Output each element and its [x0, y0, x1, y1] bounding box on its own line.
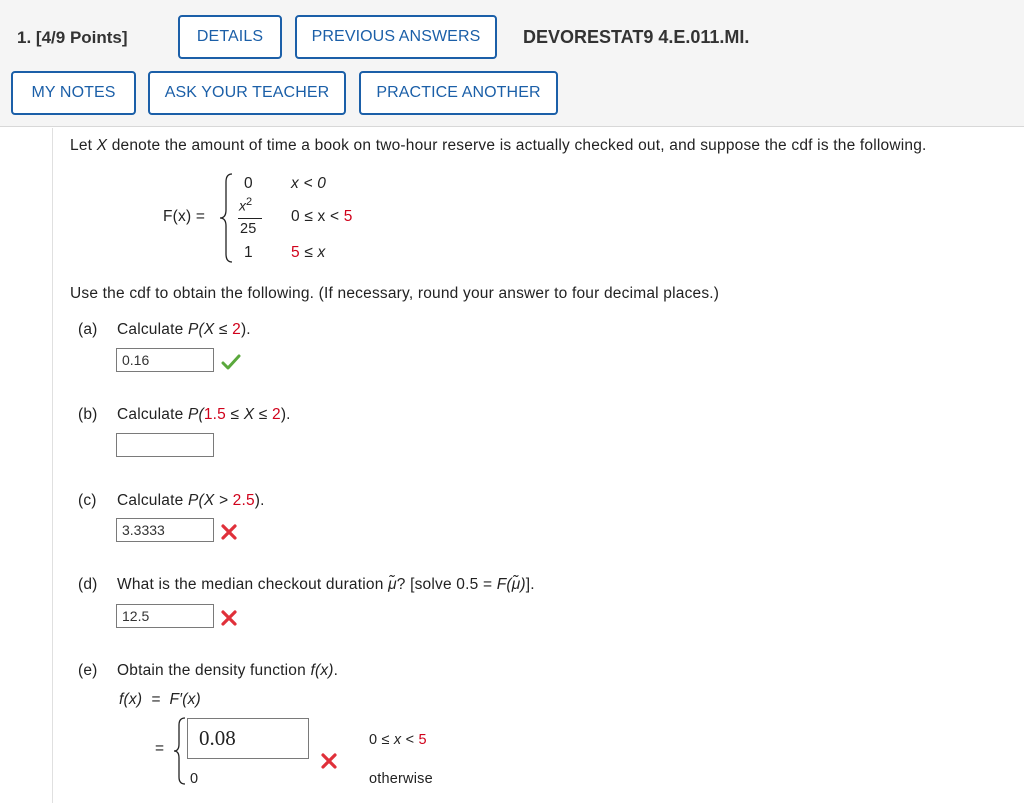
- cdf-brace: [218, 172, 238, 264]
- cdf-case2-condition: 0 ≤ x < 5: [291, 208, 353, 225]
- part-d-question: What is the median checkout duration μ̃? [solve 0.5 = F(μ̃)].: [117, 576, 535, 593]
- part-c-question: Calculate P(X > 2.5).: [117, 492, 265, 509]
- problem-content: [52, 128, 1024, 803]
- question-header: [0, 0, 1024, 127]
- cdf-case2-numerator: $x^2$: [239, 196, 253, 214]
- details-button[interactable]: DETAILS: [178, 15, 282, 59]
- cdf-case1-condition: x < 0: [291, 175, 327, 192]
- checkmark-icon: [221, 354, 241, 370]
- x-mark-icon: [221, 524, 237, 540]
- density-case2-condition: otherwise: [369, 771, 433, 787]
- part-c-answer-input[interactable]: 3.3333: [116, 518, 214, 542]
- part-a-answer-input[interactable]: 0.16: [116, 348, 214, 372]
- instruction-text: Use the cdf to obtain the following. (If necessary, round your answer to four decimal places.): [70, 285, 720, 302]
- cdf-case3-value: 1: [244, 244, 253, 261]
- density-equals: =: [155, 740, 165, 757]
- part-e-density-input[interactable]: 0.08: [187, 718, 309, 759]
- cdf-case3-condition: 5 ≤ x: [291, 244, 326, 261]
- ask-your-teacher-button[interactable]: ASK YOUR TEACHER: [148, 71, 346, 115]
- cdf-case1-value: 0: [244, 175, 253, 192]
- previous-answers-button[interactable]: PREVIOUS ANSWERS: [295, 15, 497, 59]
- part-a-label: (a): [78, 321, 98, 338]
- problem-intro: Let X denote the amount of time a book on two-hour reserve is actually checked out, and suppose the cdf is the following.: [70, 137, 927, 154]
- x-mark-icon: [321, 753, 337, 769]
- part-a-question: Calculate P(X ≤ 2).: [117, 321, 251, 338]
- density-case2-value: 0: [190, 771, 199, 787]
- question-number: 1. [4/9 Points]: [17, 28, 128, 47]
- derivative-line: f(x) = F′(x): [119, 691, 201, 708]
- part-b-question: Calculate P(1.5 ≤ X ≤ 2).: [117, 406, 291, 423]
- problem-code: DEVORESTAT9 4.E.011.MI.: [523, 27, 750, 47]
- part-d-label: (d): [78, 576, 98, 593]
- part-d-answer-input[interactable]: 12.5: [116, 604, 214, 628]
- part-b-label: (b): [78, 406, 98, 423]
- cdf-fraction-bar: [238, 218, 262, 219]
- part-e-label: (e): [78, 662, 98, 679]
- density-case1-condition: 0 ≤ x < 5: [369, 732, 427, 748]
- part-b-answer-input[interactable]: [116, 433, 214, 457]
- part-e-question: Obtain the density function f(x).: [117, 662, 339, 679]
- part-c-label: (c): [78, 492, 97, 509]
- my-notes-button[interactable]: MY NOTES: [11, 71, 136, 115]
- cdf-case2-denominator: 25: [240, 221, 257, 237]
- cdf-label: F(x) =: [163, 208, 206, 225]
- practice-another-button[interactable]: PRACTICE ANOTHER: [359, 71, 558, 115]
- x-mark-icon: [221, 610, 237, 626]
